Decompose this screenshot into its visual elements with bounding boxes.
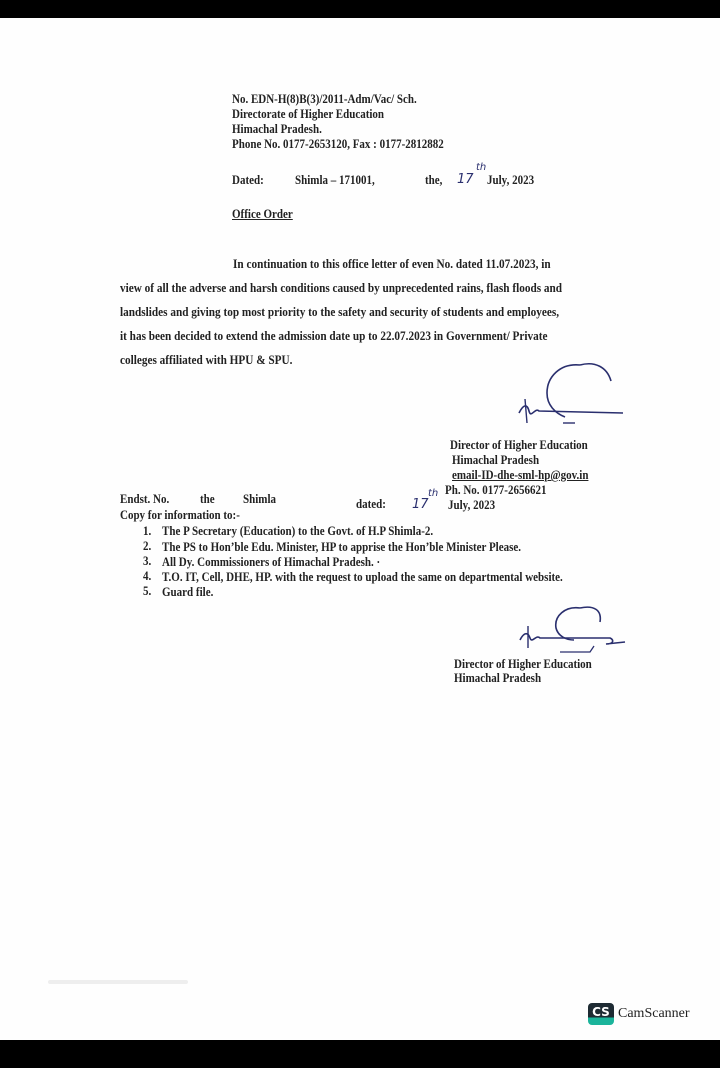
camscanner-logo-icon: CS bbox=[588, 1003, 614, 1025]
endorsement-day-suffix: th bbox=[428, 488, 439, 499]
document-title: Office Order bbox=[232, 207, 293, 221]
signatory-phone: Ph. No. 0177-2656621 bbox=[445, 483, 547, 497]
body-line: In continuation to this office letter of even No. dated 11.07.2023, in bbox=[233, 257, 551, 271]
copy-item-text: Guard file. bbox=[162, 585, 214, 599]
copy-item-text: The PS to Hon’ble Edu. Minister, HP to apprise the Hon’ble Minister Please. bbox=[162, 540, 522, 554]
signature-2 bbox=[510, 600, 635, 660]
endorsement-month-year: July, 2023 bbox=[448, 498, 496, 512]
signatory-2-designation: Director of Higher Education bbox=[454, 657, 592, 671]
handwritten-day: 17 bbox=[457, 172, 474, 187]
signature-1 bbox=[505, 355, 635, 430]
office-name: Directorate of Higher Education bbox=[232, 107, 385, 121]
endorsement-the-label: the bbox=[200, 492, 215, 506]
handwritten-day-suffix: th bbox=[476, 162, 487, 173]
endorsement-dated-label: dated: bbox=[356, 497, 386, 511]
dated-the-label: the, bbox=[425, 173, 443, 187]
dated-label: Dated: bbox=[232, 173, 264, 187]
dated-place: Shimla – 171001, bbox=[295, 173, 375, 187]
signatory-state: Himachal Pradesh bbox=[452, 453, 540, 467]
body-line: view of all the adverse and harsh conditions caused by unprecedented rains, flash floods and bbox=[120, 281, 563, 295]
body-line: landslides and giving top most priority to the safety and security of students and employees, bbox=[120, 305, 560, 319]
copy-item-number: 5. bbox=[143, 584, 152, 598]
copy-item-number: 4. bbox=[143, 569, 152, 583]
copy-label: Copy for information to:- bbox=[120, 508, 240, 522]
scan-smudge bbox=[48, 980, 188, 984]
copy-item-number: 2. bbox=[143, 539, 152, 553]
copy-item-number: 1. bbox=[143, 524, 152, 538]
dated-month-year: July, 2023 bbox=[487, 173, 535, 187]
office-state: Himachal Pradesh. bbox=[232, 122, 322, 136]
top-black-bar bbox=[0, 0, 720, 18]
bottom-black-bar bbox=[0, 1040, 720, 1068]
copy-item-text: All Dy. Commissioners of Himachal Pradesh. · bbox=[162, 555, 381, 569]
body-line: colleges affiliated with HPU & SPU. bbox=[120, 353, 293, 367]
office-contact: Phone No. 0177-2653120, Fax : 0177-2812882 bbox=[232, 137, 444, 151]
endorsement-handwritten-day: 17 bbox=[412, 497, 429, 512]
endorsement-place: Shimla bbox=[243, 492, 277, 506]
camscanner-brand: CamScanner bbox=[618, 1006, 690, 1021]
endorsement-number-label: Endst. No. bbox=[120, 492, 170, 506]
reference-number: No. EDN-H(8)B(3)/2011-Adm/Vac/ Sch. bbox=[232, 92, 417, 106]
copy-item-number: 3. bbox=[143, 554, 152, 568]
signatory-email: email-ID-dhe-sml-hp@gov.in bbox=[452, 468, 589, 482]
copy-item-text: T.O. IT, Cell, DHE, HP. with the request to upload the same on departmental website. bbox=[162, 570, 563, 584]
signatory-designation: Director of Higher Education bbox=[450, 438, 588, 452]
copy-item-text: The P Secretary (Education) to the Govt. of H.P Shimla-2. bbox=[162, 524, 434, 538]
body-line: it has been decided to extend the admission date up to 22.07.2023 in Government/ Private bbox=[120, 329, 548, 343]
signatory-2-state: Himachal Pradesh bbox=[454, 671, 542, 685]
